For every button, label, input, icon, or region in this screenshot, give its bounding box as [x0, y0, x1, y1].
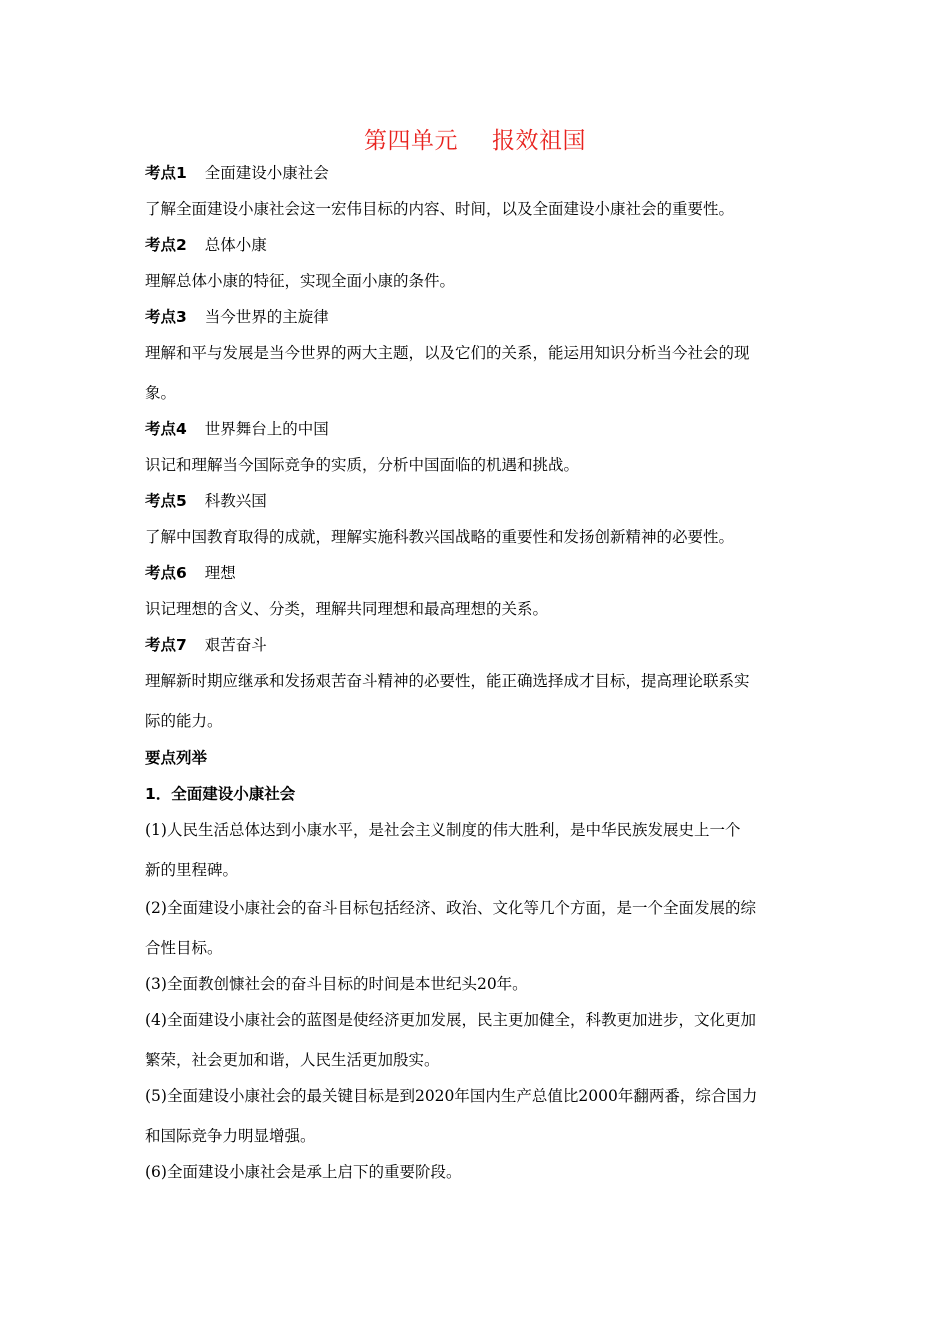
exam-point-1-desc: 了解全面建设小康社会这一宏伟目标的内容、时间，以及全面建设小康社会的重要性。	[145, 200, 735, 218]
exam-point-topic: 艰苦奋斗	[204, 636, 267, 654]
exam-point-3-desc-line1: 理解和平与发展是当今世界的两大主题，以及它们的关系，能运用知识分析当今社会的现	[145, 344, 750, 362]
exam-point-7-desc-line2: 际的能力。	[145, 712, 223, 730]
exam-point-1-heading	[145, 163, 329, 183]
exam-point-6-heading	[145, 563, 236, 583]
exam-point-label: 考点4	[145, 420, 187, 438]
unit-title-part2: 报效祖国	[492, 128, 586, 154]
key-item-6: (6)全面建设小康社会是承上启下的重要阶段。	[145, 1163, 462, 1181]
exam-point-topic: 当今世界的主旋律	[204, 308, 329, 326]
exam-point-4-desc: 识记和理解当今国际竞争的实质，分析中国面临的机遇和挑战。	[145, 456, 580, 474]
exam-point-5-desc: 了解中国教育取得的成就，理解实施科教兴国战略的重要性和发扬创新精神的必要性。	[145, 528, 735, 546]
exam-point-topic: 世界舞台上的中国	[204, 420, 329, 438]
key-item-5-line2: 和国际竞争力明显增强。	[145, 1127, 316, 1145]
exam-point-label: 考点5	[145, 492, 187, 510]
exam-point-label: 考点1	[145, 164, 187, 182]
section-1-title: 1．全面建设小康社会	[145, 785, 296, 803]
exam-point-3-heading	[145, 307, 329, 327]
exam-point-7-desc-line1: 理解新时期应继承和发扬艰苦奋斗精神的必要性，能正确选择成才目标，提高理论联系实	[145, 672, 750, 690]
key-item-1-line1: (1)人民生活总体达到小康水平，是社会主义制度的伟大胜利，是中华民族发展史上一个	[145, 821, 741, 839]
exam-point-topic: 理想	[204, 564, 236, 582]
key-item-4-line1: (4)全面建设小康社会的蓝图是使经济更加发展，民主更加健全，科教更加进步，文化更加	[145, 1011, 756, 1029]
key-item-4-line2: 繁荣，社会更加和谐，人民生活更加殷实。	[145, 1051, 440, 1069]
exam-point-4-heading	[145, 419, 329, 439]
exam-point-label: 考点2	[145, 236, 187, 254]
exam-point-2-heading	[145, 235, 267, 255]
exam-point-6-desc: 识记理想的含义、分类，理解共同理想和最高理想的关系。	[145, 600, 549, 618]
key-item-5-line1: (5)全面建设小康社会的最关键目标是到2020年国内生产总值比2000年翻两番，综合国力	[145, 1087, 758, 1105]
key-item-2-line1: (2)全面建设小康社会的奋斗目标包括经济、政治、文化等几个方面，是一个全面发展的综	[145, 899, 756, 917]
exam-point-7-heading	[145, 635, 267, 655]
exam-point-topic: 全面建设小康社会	[204, 164, 329, 182]
exam-point-topic: 科教兴国	[204, 492, 267, 510]
exam-point-label: 考点6	[145, 564, 187, 582]
exam-point-3-desc-line2: 象。	[145, 384, 177, 402]
key-item-3: (3)全面教创慷社会的奋斗目标的时间是本世纪头20年。	[145, 975, 528, 993]
key-item-2-line2: 合性目标。	[145, 939, 223, 957]
exam-point-2-desc: 理解总体小康的特征，实现全面小康的条件。	[145, 272, 456, 290]
exam-point-label: 考点3	[145, 308, 187, 326]
exam-point-topic: 总体小康	[204, 236, 267, 254]
key-item-1-line2: 新的里程碑。	[145, 861, 239, 879]
key-points-heading: 要点列举	[145, 749, 208, 767]
unit-title	[0, 122, 950, 155]
unit-title-part1: 第四单元	[364, 128, 458, 154]
exam-point-label: 考点7	[145, 636, 187, 654]
exam-point-5-heading	[145, 491, 267, 511]
